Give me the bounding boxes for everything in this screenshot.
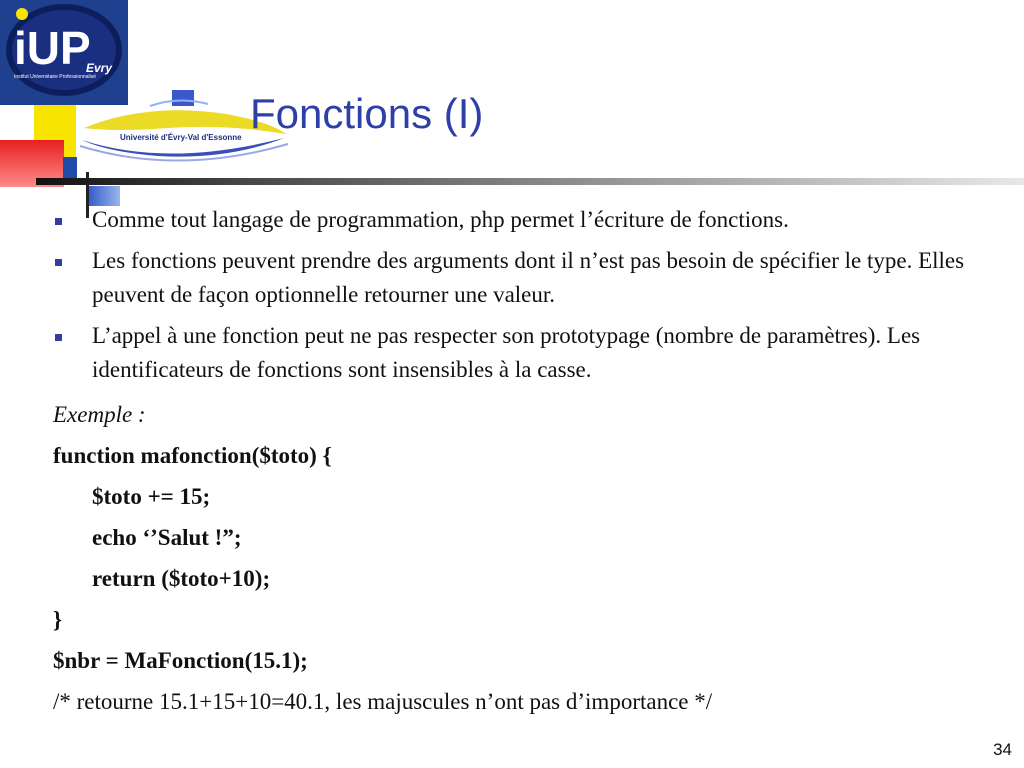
example-label: Exemple : [53, 402, 146, 427]
code-line: $toto += 15; [92, 484, 211, 509]
code-line: } [53, 607, 63, 632]
bullet-item [53, 319, 993, 387]
bullet-item [53, 203, 993, 237]
slide-content [53, 203, 993, 722]
slide-title: Fonctions (I) [250, 90, 484, 137]
bullet-text: Comme tout langage de programmation, php permet l’écriture de fonctions. [92, 207, 789, 232]
bullet-text: L’appel à une fonction peut ne pas respecter son prototypage (nombre de paramètres). Les identificateurs de fonctions sont insensibles à la casse. [92, 323, 921, 382]
logo-caption: Institut Universitaire Professionnalisé [14, 74, 96, 80]
bullet-text: Les fonctions peuvent prendre des arguments dont il n’est pas besoin de spécifier le type. Elles peuvent de façon optionnelle retourner une valeur. [92, 248, 965, 307]
page-number: 34 [993, 740, 1012, 759]
code-line: function mafonction($toto) { [53, 443, 332, 468]
logo-text: iUP [14, 22, 91, 74]
bullet-square-icon [55, 218, 62, 225]
bullet-square-icon [55, 259, 62, 266]
title-divider [36, 178, 1024, 185]
code-line: return ($toto+10); [92, 566, 271, 591]
logo-subtext: Evry [86, 61, 113, 75]
code-line: $nbr = MaFonction(15.1); [53, 648, 308, 673]
university-name: Université d'Évry-Val d'Essonne [120, 133, 242, 142]
code-line: echo ‘’Salut !”; [92, 525, 242, 550]
code-comment: /* retourne 15.1+15+10=40.1, les majuscules n’ont pas d’importance */ [53, 689, 713, 714]
bullet-item [53, 244, 993, 312]
bullet-square-icon [55, 334, 62, 341]
